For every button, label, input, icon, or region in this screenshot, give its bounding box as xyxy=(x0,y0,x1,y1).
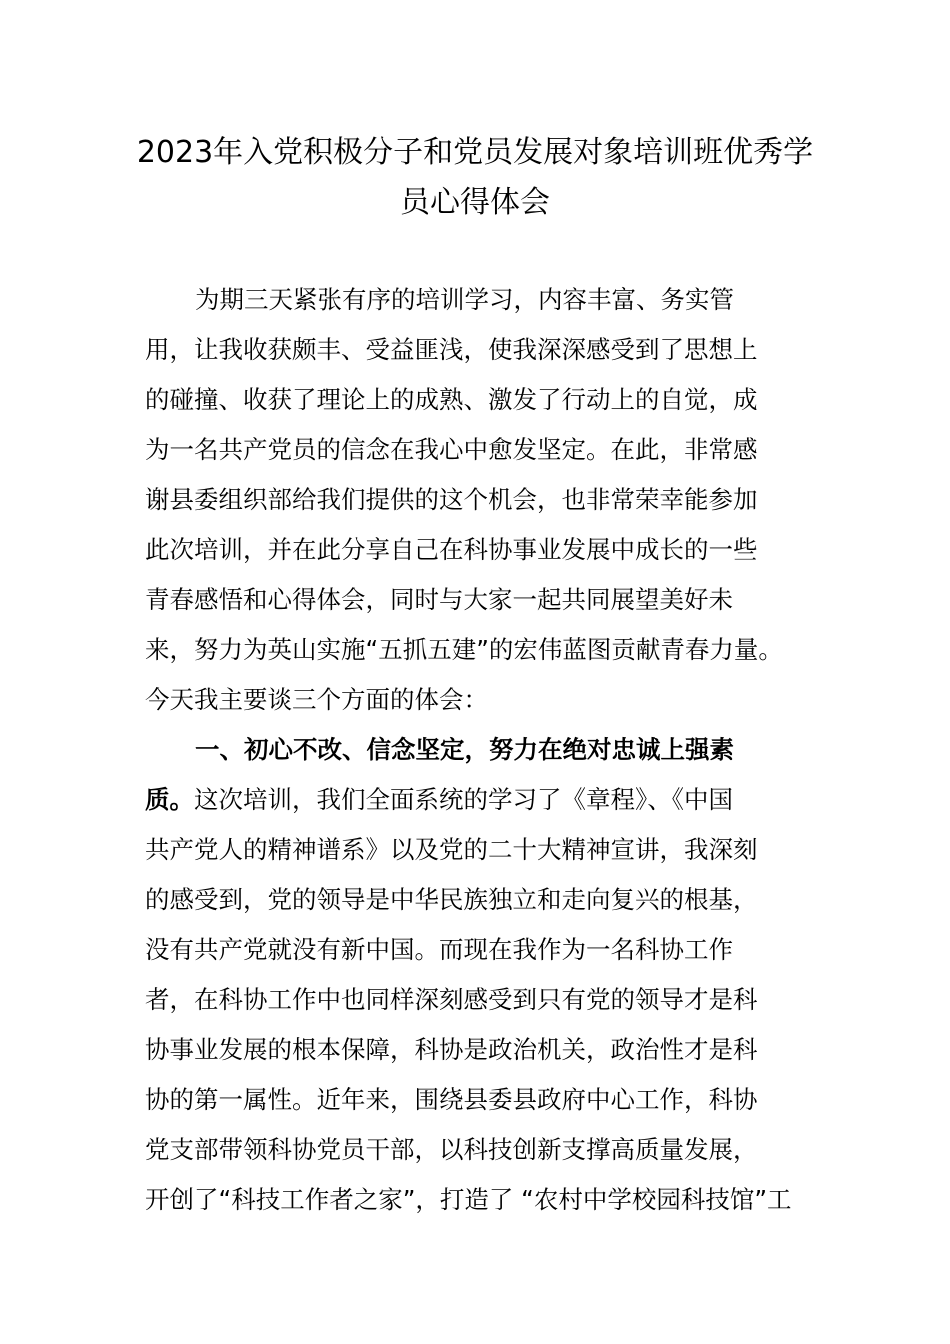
title-line-1: 2023年入党积极分子和党员发展对象培训班优秀学 xyxy=(136,135,814,170)
paragraph-1-line: 此次培训，并在此分享自己在科协事业发展中成长的一些 xyxy=(145,535,758,564)
section-1-line: 开创了“科技工作者之家”，打造了 “农村中学校园科技馆”工 xyxy=(145,1185,792,1214)
section-1-line: 没有共产党就没有新中国。而现在我作为一名科协工作 xyxy=(145,935,733,964)
section-1-line: 共产党人的精神谱系》以及党的二十大精神宣讲，我深刻 xyxy=(145,835,758,864)
paragraph-1-line: 为一名共产党员的信念在我心中愈发坚定。在此，非常感 xyxy=(145,435,758,464)
document-body xyxy=(145,275,810,1225)
paragraph-1-line: 青春感悟和心得体会，同时与大家一起共同展望美好未 xyxy=(145,585,733,614)
section-1-line: 协事业发展的根本保障，科协是政治机关，政治性才是科 xyxy=(145,1035,758,1064)
paragraph-1-line: 为期三天紧张有序的培训学习，内容丰富、务实管 xyxy=(195,285,734,314)
paragraph-1-line: 谢县委组织部给我们提供的这个机会，也非常荣幸能参加 xyxy=(145,485,758,514)
paragraph-1-line: 用，让我收获颇丰、受益匪浅，使我深深感受到了思想上 xyxy=(145,335,758,364)
section-1-line: 党支部带领科协党员干部，以科技创新支撑高质量发展， xyxy=(145,1135,758,1164)
paragraph-1-line: 来，努力为英山实施“五抓五建”的宏伟蓝图贡献青春力量。 xyxy=(145,635,783,664)
section-1-heading: 一、初心不改、信念坚定，努力在绝对忠诚上强素 xyxy=(195,735,734,764)
paragraph-1-line: 的碰撞、收获了理论上的成熟、激发了行动上的自觉，成 xyxy=(145,385,758,414)
section-1-line: 者，在科协工作中也同样深刻感受到只有党的领导才是科 xyxy=(145,985,758,1014)
title-line-2: 员心得体会 xyxy=(400,185,550,220)
section-1-line: 的感受到，党的领导是中华民族独立和走向复兴的根基， xyxy=(145,885,758,914)
paragraph-1-line: 今天我主要谈三个方面的体会： xyxy=(145,685,488,714)
section-1-heading-end: 质。 xyxy=(145,785,194,814)
document-title xyxy=(120,128,830,228)
section-1-text: 这次培训，我们全面系统的学习了《章程》、《中国 xyxy=(194,785,733,814)
section-1-line: 协的第一属性。近年来，围绕县委县政府中心工作，科协 xyxy=(145,1085,758,1114)
section-1-line xyxy=(145,775,810,825)
